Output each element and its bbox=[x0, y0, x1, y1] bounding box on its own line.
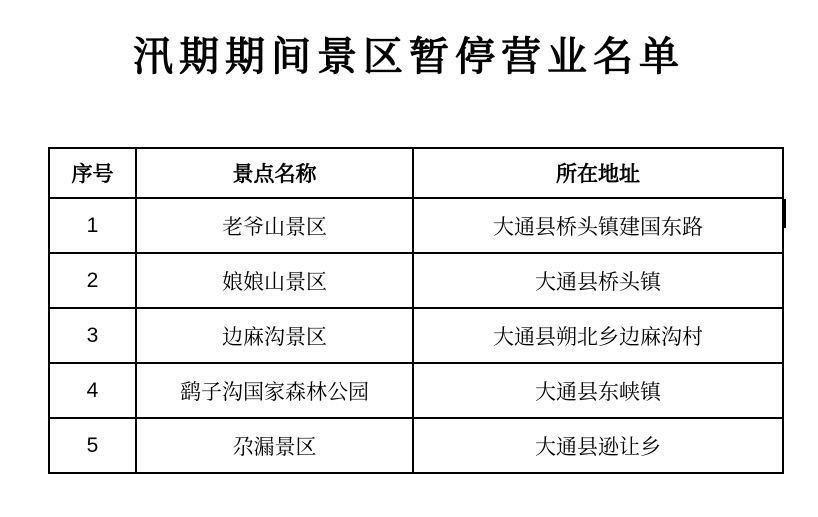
row-index: 4 bbox=[49, 363, 136, 418]
suspended-scenic-areas-table-wrap bbox=[48, 147, 784, 474]
page-title: 汛期期间景区暂停营业名单 bbox=[133, 34, 685, 79]
table-row bbox=[49, 198, 783, 253]
row-index: 2 bbox=[49, 253, 136, 308]
scenic-spot-name: 娘娘山景区 bbox=[136, 253, 413, 308]
suspended-scenic-areas-table bbox=[48, 147, 784, 474]
scenic-spot-address: 大通县逊让乡 bbox=[413, 418, 783, 473]
scenic-spot-address: 大通县桥头镇建国东路 bbox=[413, 198, 783, 253]
table-row bbox=[49, 308, 783, 363]
scenic-spot-name: 边麻沟景区 bbox=[136, 308, 413, 363]
table-header-row bbox=[49, 148, 783, 198]
scenic-spot-address: 大通县桥头镇 bbox=[413, 253, 783, 308]
scenic-spot-address: 大通县东峡镇 bbox=[413, 363, 783, 418]
scenic-spot-address: 大通县朔北乡边麻沟村 bbox=[413, 308, 783, 363]
scenic-spot-name: 鹞子沟国家森林公园 bbox=[136, 363, 413, 418]
scenic-spot-name: 老爷山景区 bbox=[136, 198, 413, 253]
text-cursor-artifact bbox=[783, 199, 786, 228]
column-header-address: 所在地址 bbox=[413, 148, 783, 198]
table-row bbox=[49, 418, 783, 473]
column-header-index: 序号 bbox=[49, 148, 136, 198]
row-index: 3 bbox=[49, 308, 136, 363]
table-row bbox=[49, 363, 783, 418]
row-index: 1 bbox=[49, 198, 136, 253]
column-header-name: 景点名称 bbox=[136, 148, 413, 198]
row-index: 5 bbox=[49, 418, 136, 473]
table-row bbox=[49, 253, 783, 308]
scenic-spot-name: 尕漏景区 bbox=[136, 418, 413, 473]
